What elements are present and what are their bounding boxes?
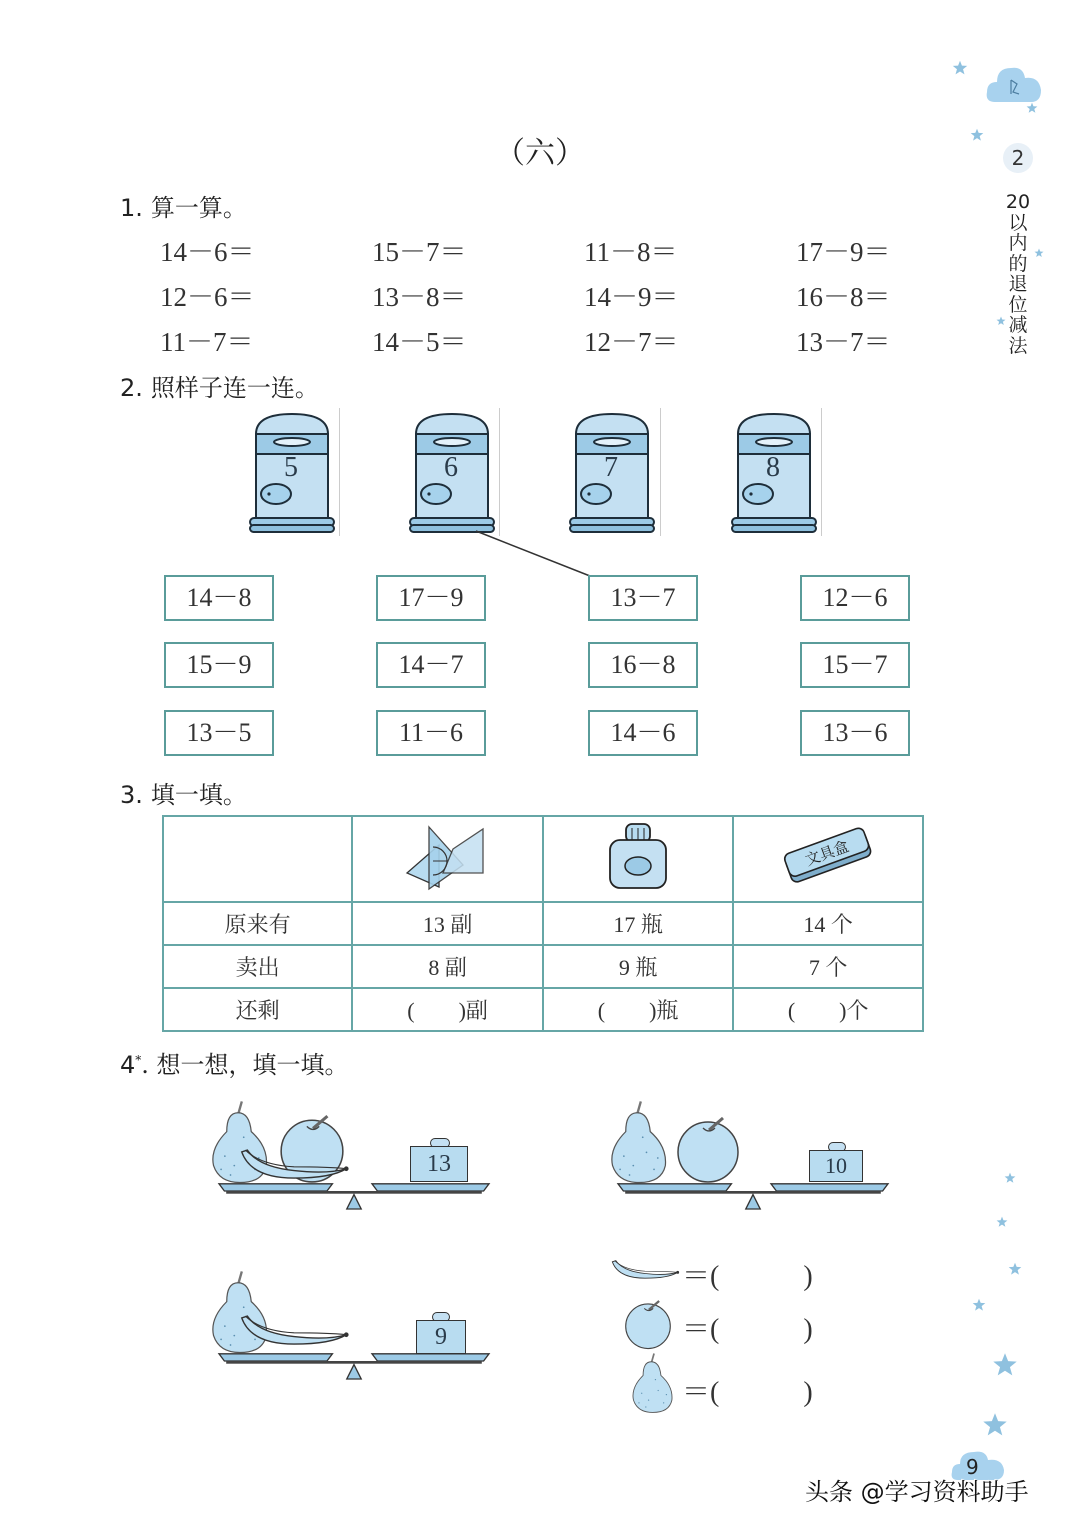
calc-item: 13－7＝ xyxy=(796,327,891,357)
answer-cell[interactable]: ( )副 xyxy=(352,988,543,1031)
triangle-ruler-set-icon xyxy=(403,821,493,891)
answer-pear[interactable]: ＝( ) xyxy=(682,1377,813,1408)
weight-block xyxy=(410,1138,468,1182)
balance-scale-1 xyxy=(204,1098,504,1218)
row-label: 卖出 xyxy=(163,945,352,988)
watermark: 头条 @学习资料助手 xyxy=(805,1478,1029,1506)
weight-label: 10 xyxy=(809,1150,863,1182)
star-icon xyxy=(982,1412,1008,1438)
calc-item: 13－8＝ xyxy=(372,282,467,312)
q4-heading xyxy=(120,1045,349,1080)
banana-icon xyxy=(238,1146,350,1184)
banana-icon xyxy=(238,1312,350,1350)
q1-number: 1. xyxy=(120,194,143,222)
row-label: 还剩 xyxy=(163,988,352,1031)
calc-item: 14－6＝ xyxy=(160,237,255,267)
expression-box[interactable]: 14－8 xyxy=(164,575,274,621)
scale-icon xyxy=(204,1352,504,1388)
answer-cell[interactable]: ( )个 xyxy=(733,988,923,1031)
expression-box[interactable]: 13－5 xyxy=(164,710,274,756)
chapter-title-char: 以 xyxy=(1008,211,1028,234)
table-corner-cell xyxy=(163,816,352,902)
q2-number: 2. xyxy=(120,374,143,402)
table-header-cell xyxy=(733,816,923,902)
bank-number: 6 xyxy=(444,452,458,483)
scale-icon xyxy=(204,1182,504,1218)
chapter-title-char: 法 xyxy=(1008,334,1028,357)
table-cell: 9 瓶 xyxy=(543,945,733,988)
q4-number: 4 xyxy=(120,1051,136,1079)
apple-icon xyxy=(673,1114,743,1184)
chapter-title-char: 内 xyxy=(1008,232,1028,254)
expression-box[interactable]: 14－6 xyxy=(588,710,698,756)
chapter-title-char: 退 xyxy=(1008,273,1028,295)
pencil-case-icon xyxy=(780,826,876,886)
q3-number: 3. xyxy=(120,781,143,809)
expression-box[interactable]: 15－7 xyxy=(800,642,910,688)
expression-box[interactable]: 13－7 xyxy=(588,575,698,621)
page-title: （六） xyxy=(495,136,585,171)
pencil-case-label: 文具盒 xyxy=(802,837,852,870)
expression-box[interactable]: 15－9 xyxy=(164,642,274,688)
page-number: 9 xyxy=(966,1455,979,1479)
table-header-cell xyxy=(543,816,733,902)
q2-title: 照样子连一连。 xyxy=(150,374,319,402)
answer-banana[interactable]: ＝( ) xyxy=(682,1261,813,1292)
chapter-title-char: 的 xyxy=(1008,252,1028,275)
chapter-title-char: 20 xyxy=(1005,191,1031,213)
apple-icon xyxy=(622,1298,674,1350)
weight-block xyxy=(809,1142,865,1184)
calc-item: 12－7＝ xyxy=(584,327,679,357)
calc-item: 14－5＝ xyxy=(372,327,467,357)
weight-label: 9 xyxy=(416,1320,466,1354)
calc-item: 15－7＝ xyxy=(372,237,467,267)
weight-label: 13 xyxy=(410,1146,468,1182)
q3-fill-table xyxy=(162,815,924,1032)
row-label: 原来有 xyxy=(163,902,352,945)
bank-number: 5 xyxy=(284,452,298,483)
q3-title: 填一填。 xyxy=(150,781,247,809)
bank-number: 8 xyxy=(766,452,780,483)
ink-bottle-icon xyxy=(606,820,670,892)
chapter-number-badge: 2 xyxy=(1003,143,1033,173)
answer-cell[interactable]: ( )瓶 xyxy=(543,988,733,1031)
pear-icon xyxy=(605,1098,671,1186)
table-cell: 13 副 xyxy=(352,902,543,945)
star-icon xyxy=(992,1352,1018,1378)
expression-box[interactable]: 16－8 xyxy=(588,642,698,688)
star-icon xyxy=(1004,1172,1016,1184)
weight-block xyxy=(416,1312,466,1354)
table-header-cell xyxy=(352,816,543,902)
table-cell: 17 瓶 xyxy=(543,902,733,945)
table-cell: 7 个 xyxy=(733,945,923,988)
expression-box[interactable]: 17－9 xyxy=(376,575,486,621)
calc-item: 12－6＝ xyxy=(160,282,255,312)
pear-icon xyxy=(628,1352,676,1414)
q1-title: 算一算。 xyxy=(150,194,247,222)
example-connection-line xyxy=(0,0,1080,600)
expression-box[interactable]: 12－6 xyxy=(800,575,910,621)
balance-scale-3 xyxy=(204,1268,504,1388)
star-icon xyxy=(1008,1262,1022,1276)
star-icon xyxy=(972,1298,986,1312)
answer-apple[interactable]: ＝( ) xyxy=(682,1314,813,1345)
chapter-title-char: 位 xyxy=(1008,293,1028,316)
table-cell: 14 个 xyxy=(733,902,923,945)
q4-star: * xyxy=(135,1053,142,1067)
chapter-title-char: 减 xyxy=(1008,314,1028,336)
table-cell: 8 副 xyxy=(352,945,543,988)
expression-box[interactable]: 14－7 xyxy=(376,642,486,688)
q4-title: . 想一想，填一填。 xyxy=(141,1051,349,1079)
expression-box[interactable]: 13－6 xyxy=(800,710,910,756)
scale-icon xyxy=(603,1182,903,1218)
star-icon xyxy=(996,1216,1008,1228)
balance-scale-2 xyxy=(603,1098,903,1218)
banana-icon xyxy=(610,1256,680,1284)
expression-box[interactable]: 11－6 xyxy=(376,710,486,756)
q3-heading xyxy=(120,775,247,810)
calc-item: 11－8＝ xyxy=(584,237,678,267)
calc-item: 16－8＝ xyxy=(796,282,891,312)
bank-number: 7 xyxy=(604,452,618,483)
calc-item: 14－9＝ xyxy=(584,282,679,312)
calc-item: 11－7＝ xyxy=(160,327,254,357)
calc-item: 17－9＝ xyxy=(796,237,891,267)
